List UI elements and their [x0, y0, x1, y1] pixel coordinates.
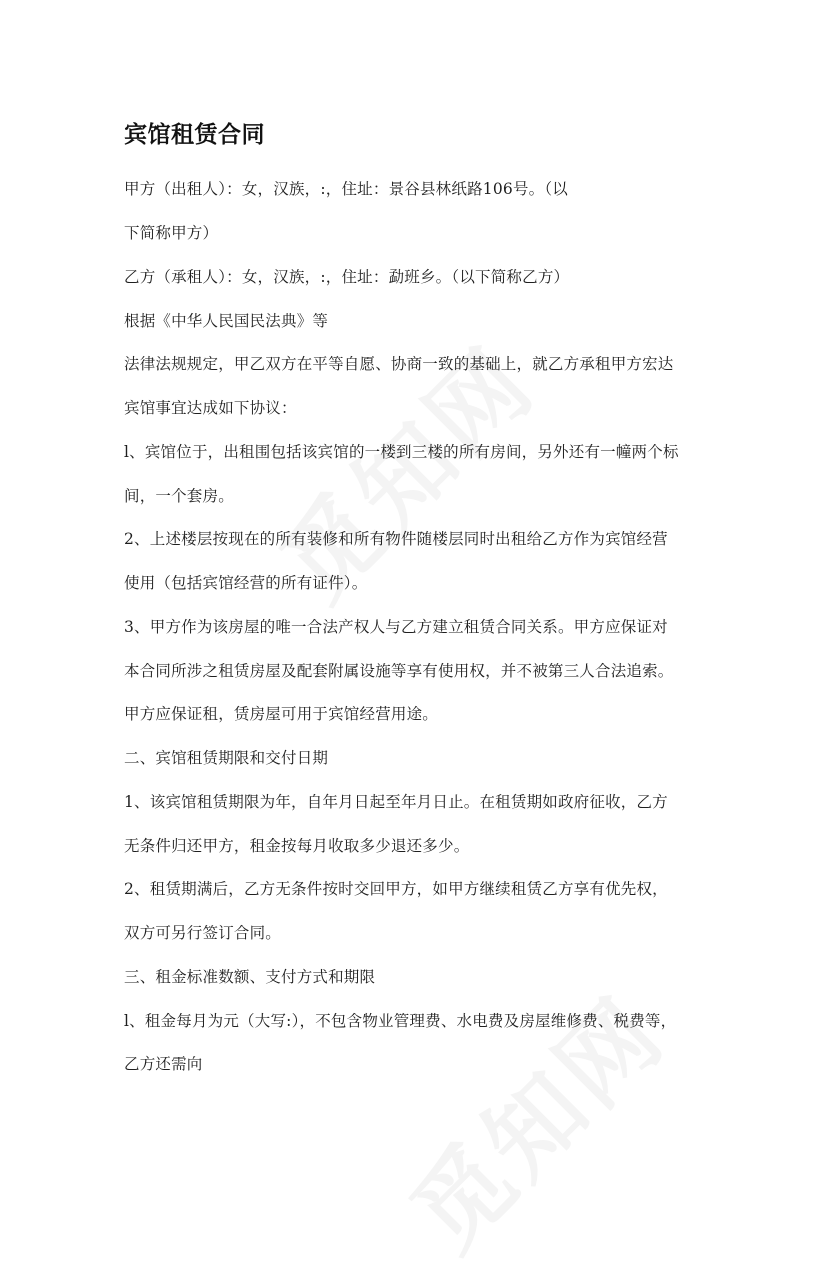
page-title: 宾馆租赁合同: [124, 121, 265, 148]
paragraph-line: 无条件归还甲方，租金按每月收取多少退还多少。: [124, 837, 470, 855]
paragraph-line: 下简称甲方）: [124, 224, 219, 242]
paragraph-line: 本合同所涉之租赁房屋及配套附属设施等享有使用权，并不被第三人合法追索。: [124, 662, 674, 680]
paragraph-line: 2、租赁期满后，乙方无条件按时交回甲方，如甲方继续租赁乙方享有优先权，: [124, 880, 668, 898]
paragraph-line: 乙方还需向: [124, 1055, 203, 1073]
paragraph-line: l、租金每月为元（大写:），不包含物业管理费、水电费及房屋维修费、税费等，: [124, 1012, 677, 1030]
paragraph-line: 甲方应保证租，赁房屋可用于宾馆经营用途。: [124, 705, 439, 723]
paragraph-line: 使用（包括宾馆经营的所有证件）。: [124, 574, 368, 592]
paragraph-line: 法律法规规定，甲乙双方在平等自愿、协商一致的基础上，就乙方承租甲方宏达: [124, 355, 674, 373]
paragraph-line: 2、上述楼层按现在的所有装修和所有物件随楼层同时出租给乙方作为宾馆经营: [124, 530, 668, 548]
paragraph-line: 3、甲方作为该房屋的唯一合法产权人与乙方建立租赁合同关系。甲方应保证对: [124, 618, 668, 636]
paragraph-line: 间，一个套房。: [124, 487, 234, 505]
paragraph-line: 根据《中华人民国民法典》等: [124, 312, 329, 330]
paragraph-line: 宾馆事宜达成如下协议：: [124, 399, 297, 417]
paragraph-line: 双方可另行签订合同。: [124, 924, 282, 942]
section-heading: 二、宾馆租赁期限和交付日期: [124, 749, 329, 767]
paragraph-line: 1、该宾馆租赁期限为年，自年月日起至年月日止。在租赁期如政府征收，乙方: [124, 793, 668, 811]
paragraph-line: 甲方（出租人）：女，汉族，:，住址：景谷县林纸路106号。（以: [124, 180, 569, 198]
paragraph-line: 乙方（承租人）：女，汉族，:，住址：勐班乡。（以下简称乙方）: [124, 268, 570, 286]
section-heading: 三、租金标准数额、支付方式和期限: [124, 968, 376, 986]
paragraph-line: l、宾馆位于，出租围包括该宾馆的一楼到三楼的所有房间，另外还有一幢两个标: [124, 443, 679, 461]
watermark-lower: [376, 962, 689, 1275]
